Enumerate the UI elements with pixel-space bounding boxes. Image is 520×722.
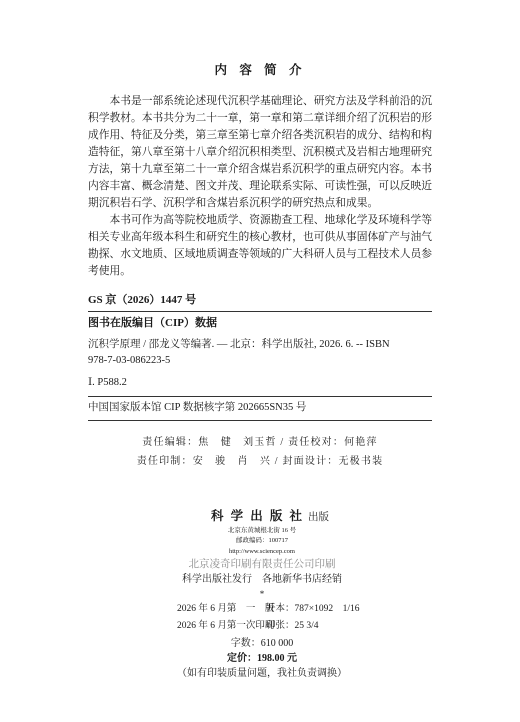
cip-record-line: 沉积学原理 / 邵龙义等编著. — 北京：科学出版社, 2026. 6. -- ISBN [88,339,390,350]
cip-heading: 图书在版编目（CIP）数据 [88,317,217,329]
format-line: 开本：787×1092 1/16 [266,604,360,614]
intro-line: 方法，第十九章至第二十一章介绍含煤岩系沉积学的重点研究内容。本书 [88,162,433,175]
intro-body [88,93,432,279]
edition-line: 2026 年 6 月第 一 版 [177,604,275,614]
edition-row [177,602,360,616]
price: 定价：198.00 元 [227,653,297,664]
printing-line: 2026 年 6 月第一次印刷 [177,621,275,631]
publisher-logo: 科 学 出 版 社 [210,509,304,523]
printing-row [177,619,319,633]
intro-line: 本书可作为高等院校地质学、资源勘查工程、地球化学及环境科学等 [109,213,433,226]
intro-line: 相关专业高年级本科生和研究生的核心教材，也可供从事固体矿产与油气 [88,230,433,243]
cip-record-line: 978-7-03-086223-5 [88,355,171,366]
divider [88,420,432,421]
printer-line: 北京凌奇印刷有限责任公司印刷 [188,559,336,570]
cip-classification: Ⅰ. P588.2 [88,377,127,388]
intro-line: 考使用。 [88,264,132,277]
intro-paragraph [88,93,432,212]
publisher-postcode: 邮政编码：100717 [236,537,288,544]
intro-line: 内容丰富、概念清楚、图文并茂、理论联系实际、可读性强，可以反映近 [88,179,433,192]
quality-notice: （如有印装质量问题，我社负责调换） [177,668,347,679]
publisher-url: http://www.sciencep.com [228,548,295,555]
divider [88,396,432,397]
publish-label: 出版 [308,512,329,523]
credits-line-production: 责任印制：安 骏 肖 兴 / 封面设计：无极书装 [136,456,384,467]
editorial-credits [0,433,520,471]
distribution-line: 科学出版社发行 各地新华书店经销 [182,574,342,585]
divider [88,311,432,312]
intro-title: 内 容 简 介 [214,62,306,77]
intro-paragraph [88,212,432,280]
word-count: 字数：610 000 [230,638,294,649]
cip-record [88,337,432,369]
credits-line-editors: 责任编辑：焦 健 刘玉哲 / 责任校对：何艳萍 [142,437,378,448]
cip-approval-number: 中国国家版本馆 CIP 数据核字第 202665SN35 号 [88,402,307,413]
intro-line: 造特征，第八章至第十八章介绍沉积相类型、沉积模式及岩相古地理研究 [88,145,433,158]
intro-line: 成作用、特征及分类，第三章至第七章介绍各类沉积岩的成分、结构和构 [88,128,433,141]
intro-line: 本书是一部系统论述现代沉积学基础理论、研究方法及学科前沿的沉 [109,95,433,107]
publisher-address: 北京东黄城根北街 16 号 [227,527,297,534]
sheets-line: 印张：25 3/4 [266,621,319,631]
intro-line: 积学教材。本书共分为二十一章，第一章和第二章详细介绍了沉积岩的形 [88,111,433,124]
publisher-row [10,508,520,526]
intro-line: 勘探、水文地质、区域地质调查等领域的广大科研人员与工程技术人员参 [88,247,433,260]
intro-line: 期沉积岩石学、沉积学和含煤岩系沉积学的研究热点和成果。 [88,196,379,209]
map-approval-number: GS 京（2026）1447 号 [88,294,197,306]
separator-star: * [259,589,265,599]
